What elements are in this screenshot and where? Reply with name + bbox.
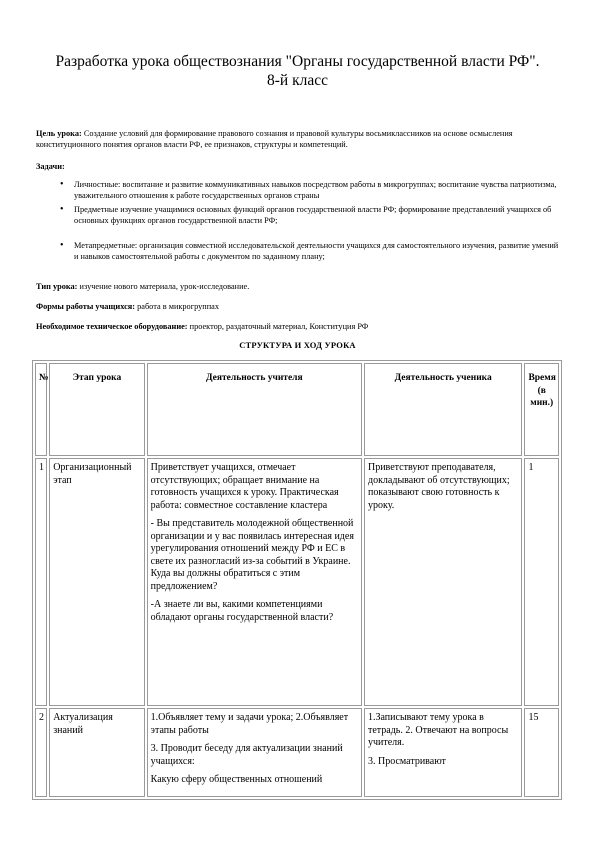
row-student-activity — [364, 708, 522, 797]
equipment-text: проектор, раздаточный материал, Конституция РФ — [189, 322, 369, 331]
row-stage: Организационный этап — [49, 458, 144, 706]
student-paragraph: 3. Просматривают — [367, 755, 446, 767]
lesson-type-text: изучение нового материала, урок-исследование. — [79, 282, 250, 291]
student-paragraph: 1.Записывают тему урока в тетрадь. 2. Отвечают на вопросы учителя. — [367, 712, 509, 748]
teacher-paragraph: Приветствует учащихся, отмечает отсутствующих; обращает внимание на готовность учащихся к уроку. Практическая работа: совместное составление кластера — [150, 462, 339, 511]
task-item-meta: • Метапредметные: организация совместной исследовательской деятельности учащихся для самостоятельного изучения, развитие умений и навыков самостоятельной работы с документом по заданному плану; — [60, 240, 560, 262]
task-item-personal: • Личностные: воспитание и развитие коммуникативных навыков посредством работы в микрогруппах; воспитание чувства патриотизма, уважительного отношения к работе государственных органов страны — [60, 179, 560, 201]
table-row — [35, 708, 559, 797]
row-num: 2 — [35, 708, 47, 797]
student-paragraph: Приветствуют преподавателя, докладывают об отсутствующих; показывают свою готовность к уроку. — [367, 462, 510, 511]
header-stage: Этап урока — [49, 363, 144, 456]
work-forms-text: работа в микрогруппах — [137, 302, 220, 311]
goal-label: Цель урока: — [36, 129, 82, 138]
work-forms-label: Формы работы учащихся: — [36, 302, 136, 311]
header-teacher: Деятельность учителя — [147, 363, 362, 456]
lesson-structure-table — [32, 360, 562, 800]
row-time: 1 — [524, 458, 559, 706]
header-time: Время (в мин.) — [524, 363, 559, 456]
title-line-2: 8-й класс — [267, 72, 328, 89]
tasks-label: Задачи: — [36, 162, 65, 171]
teacher-paragraph: -А знаете ли вы, какими компетенциями обладают органы государственной власти? — [150, 599, 334, 623]
row-num: 1 — [35, 458, 47, 706]
task-item-subject: • Предметные изучение учащимися основных функций органов государственной власти РФ; формирование представлений учащихся об основных функциях органов государственной власти РФ; — [60, 204, 560, 226]
row-teacher-activity — [147, 708, 362, 797]
row-teacher-activity — [147, 458, 362, 706]
row-stage: Актуализация знаний — [49, 708, 144, 797]
lesson-type-label: Тип урока: — [36, 282, 78, 291]
table-row — [35, 458, 559, 706]
document-title — [30, 52, 565, 90]
teacher-paragraph: 1.Объявляет тему и задачи урока; 2.Объявляет этапы работы — [150, 712, 349, 736]
goal-text: Создание условий для формирование правового сознания и правовой культуры восьмиклассников на основе осмысления конституционного понятия органов власти РФ, ее признаков, структуры и компетенций. — [36, 129, 513, 149]
teacher-paragraph: Какую сферу общественных отношений — [150, 774, 323, 785]
row-time: 15 — [524, 708, 559, 797]
structure-heading: СТРУКТУРА И ХОД УРОКА — [239, 340, 356, 350]
tasks-list — [60, 179, 560, 262]
teacher-paragraph: - Вы представитель молодежной общественной организации и у вас появилась интересная идея урегулирования отношений между РФ и ЕС в свете их разногласий из-за событий в Украине. Куда вы должны обратиться с этим предложением? — [150, 518, 354, 592]
header-num: № — [35, 363, 47, 456]
title-line-1: Разработка урока обществознания "Органы государственной власти РФ". — [55, 53, 540, 70]
equipment-label: Необходимое техническое оборудование: — [36, 322, 188, 331]
tasks-heading — [36, 161, 65, 172]
row-student-activity — [364, 458, 522, 706]
teacher-paragraph: 3. Проводит беседу для актуализации знаний учащихся: — [150, 743, 343, 767]
lesson-goal — [36, 128, 566, 150]
header-student: Деятельность ученика — [364, 363, 522, 456]
equipment — [36, 321, 566, 332]
work-forms — [36, 301, 566, 312]
lesson-type — [36, 281, 566, 292]
table-header-row — [35, 363, 559, 456]
